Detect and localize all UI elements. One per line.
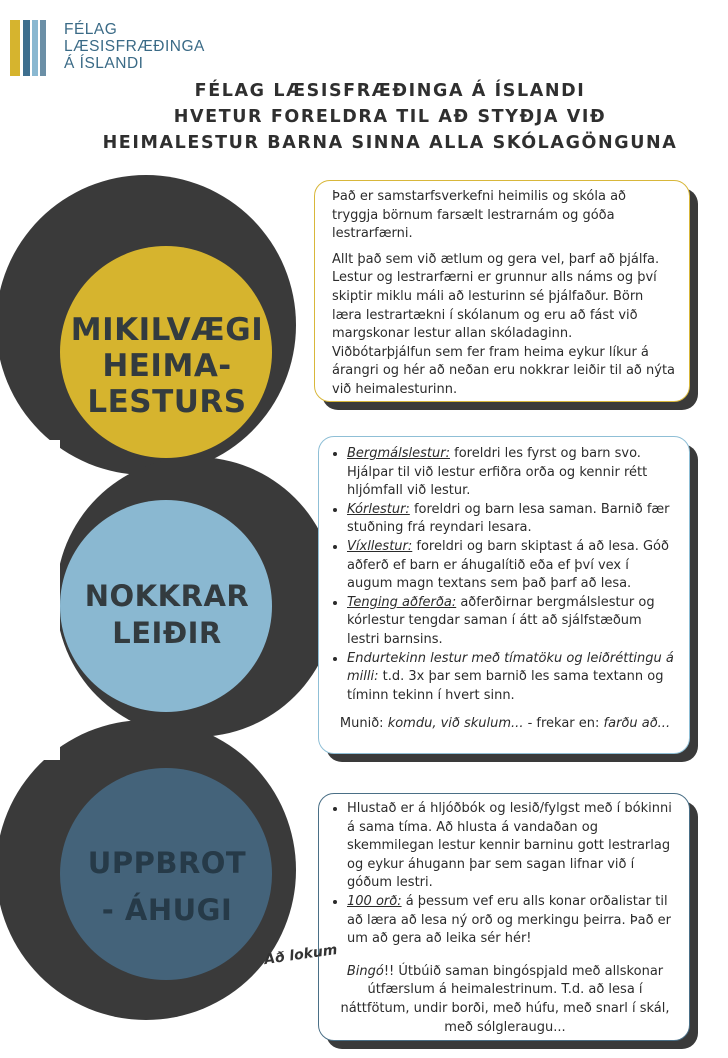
label-line: LEIÐIR [112, 616, 222, 650]
label-line: HEIMA- [102, 348, 232, 384]
label-line: UPPBROT [87, 846, 247, 880]
logo-line: LÆSISFRÆÐINGA [64, 38, 205, 55]
title-line: FÉLAG LÆSISFRÆÐINGA Á ÍSLANDI [194, 81, 586, 101]
method-text: foreldri og barn skiptast á að lesa. Góð aðferð ef barn er áhugalítið eða ef því vex í augum magn textans sem það þarf að lesa. [347, 538, 669, 592]
note-phrase: farðu að... [603, 716, 671, 732]
label-line: LESTURS [87, 384, 247, 420]
list-item [347, 538, 677, 594]
method-text: t.d. 3x þar sem barnið les sama textann og tíminn tekinn í hvert sinn. [347, 669, 664, 703]
method-text: foreldri les fyrst og barn svo. Hjálpar til við lestur erfiðra orða og kennir rétt hljómfall við lestur. [347, 446, 648, 499]
paragraph: Það er samstarfsverkefni heimilis og skóla að tryggja börnum farsælt lestrarnám og góða lestrarfærni. [332, 189, 626, 242]
paragraph: Allt það sem við ætlum og gera vel, þarf að þjálfa. Lestur og lestrarfærni er grunnur alls náms og því skiptir miklu máli að lesturinn sé þjálfaður. Börn læra lestrartækni í skólanum og eru að fást við margskonar lestur allan skóladaginn. Viðbótarþjálfun sem fer fram heima eykur líkur á árangri og hér að neðan eru nokkrar leiðir til að nýta við heimalesturinn. [332, 251, 676, 397]
list-item [347, 501, 677, 538]
link-100-ord[interactable]: 100 orð: [347, 893, 402, 909]
method-term: Kórlestur: [347, 501, 410, 517]
logo-line: FÉLAG [64, 21, 118, 38]
list-item [347, 650, 677, 706]
card-interest [318, 793, 690, 1041]
ideas-list [333, 800, 677, 949]
logo-line: Á ÍSLANDI [64, 55, 144, 72]
bingo-term: Bingó [346, 963, 384, 979]
list-item: • Hlustað er á hljóðbók og lesið/fylgst með í bókinni á sama tíma. Að hlusta á vandaðan og skemmilegan lestur kennir barninu gott lestrarlag og eykur áhugann þar sem sagan lifnar við í góðum lestri. [347, 800, 677, 893]
label-line: MIKILVÆGI [70, 312, 264, 348]
note-prefix: Munið: [339, 716, 388, 732]
note-phrase: komdu, við skulum... [387, 716, 524, 732]
card-ways [318, 436, 690, 754]
note-mid: - frekar en: [523, 716, 604, 732]
card-importance [314, 180, 690, 402]
label-line: - ÁHUGI [101, 893, 233, 927]
section-label-importance [62, 312, 272, 420]
list-item [347, 445, 677, 501]
methods-list [333, 445, 677, 705]
item-text: á þessum vef eru alls konar orðalistar til að læra að lesa ný orð og merkingu þeirra. Það er um að gera að leika sér hér! [347, 893, 672, 947]
list-item [347, 594, 677, 650]
method-text: foreldri og barn lesa saman. Barnið fær stuðning frá reyndari lesara. [347, 501, 670, 536]
title-line: HEIMALESTUR BARNA SINNA ALLA SKÓLAGÖNGUNA [102, 133, 678, 153]
method-term: Víxllestur: [347, 538, 413, 554]
method-term: Bergmálslestur: [347, 446, 450, 461]
bingo-text: !! Útbúið saman bingóspjald með allskonar útfærslum á heimalestrinum. T.d. að lesa í náttfötum, undir borði, með húfu, með snarl í skál, með sólgleraugu... [340, 963, 670, 1035]
title-line: HVETUR FORELDRA TIL AÐ STYÐJA VIÐ [173, 107, 607, 127]
method-term: Endurtekinn lestur með tímatöku og leiðréttingu á milli: [347, 650, 674, 685]
list-item [347, 893, 677, 949]
label-line: NOKKRAR [84, 579, 250, 613]
section-label-ways [62, 578, 272, 652]
spine-gap [0, 440, 60, 760]
bingo-paragraph [333, 963, 677, 1037]
section-label-interest [62, 840, 272, 934]
method-term: Tenging aðferða: [347, 594, 457, 610]
reminder-note [333, 715, 677, 734]
method-text: aðferðirnar bergmálslestur og kórlestur tengdar saman í átt að sjálfstæðum lestri barnsins. [347, 594, 655, 647]
closing-tag: Að lokum [263, 941, 339, 969]
